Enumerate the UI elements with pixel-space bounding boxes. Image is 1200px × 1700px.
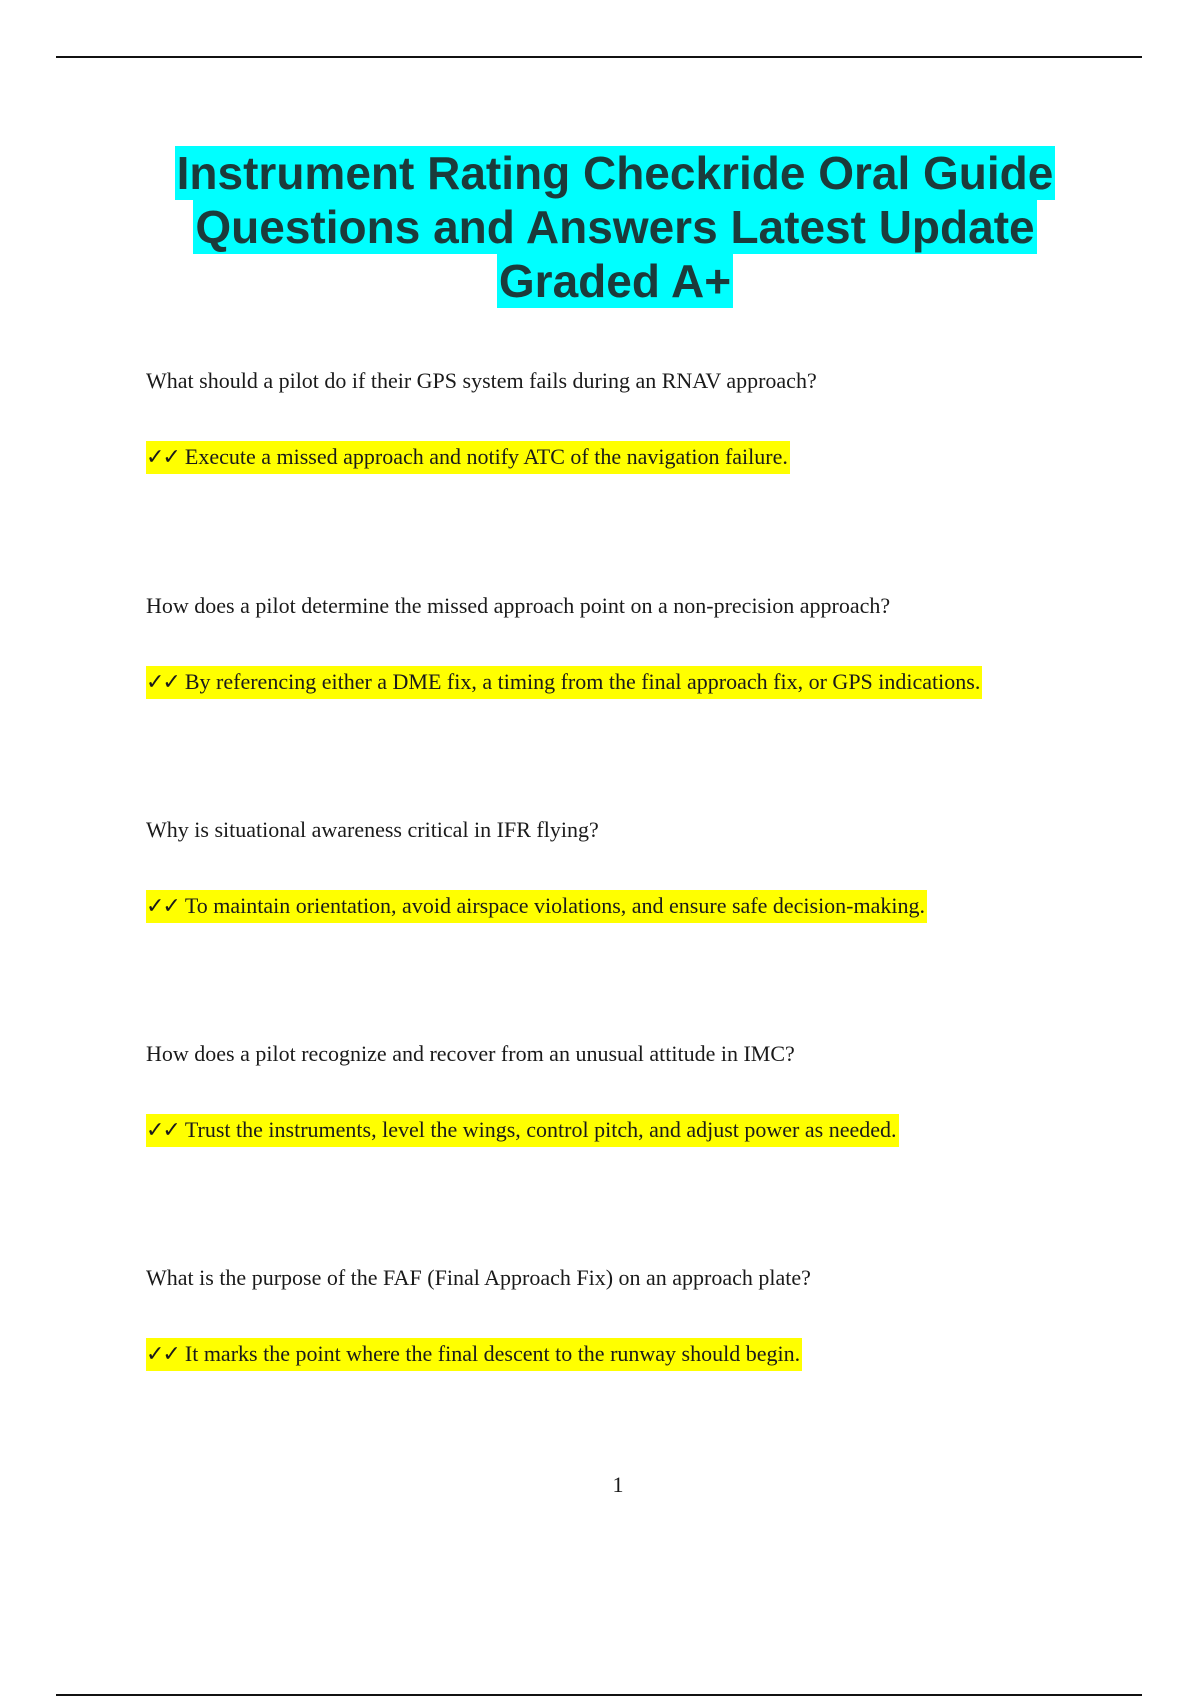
answer-highlight — [146, 890, 927, 923]
check-icon: ✓✓ — [146, 445, 179, 470]
answer-text: Trust the instruments, level the wings, control pitch, and adjust power as needed. — [184, 1117, 897, 1142]
answer-text: It marks the point where the final descent to the runway should begin. — [184, 1341, 801, 1366]
check-icon: ✓✓ — [146, 670, 179, 695]
title-line-3: Graded A+ — [498, 255, 732, 307]
question-text: What is the purpose of the FAF (Final Approach Fix) on an approach plate? — [146, 1265, 811, 1290]
page-number: 1 — [612, 1472, 624, 1497]
answer-highlight — [146, 666, 982, 699]
question-text: How does a pilot recognize and recover from an unusual attitude in IMC? — [146, 1041, 795, 1066]
answer-highlight — [146, 1338, 802, 1371]
question-text: What should a pilot do if their GPS system fails during an RNAV approach? — [146, 368, 817, 393]
title-line-2: Questions and Answers Latest Update — [195, 201, 1035, 253]
answer-text: By referencing either a DME fix, a timing from the final approach fix, or GPS indications. — [184, 669, 981, 694]
qa-item-2 — [146, 591, 1146, 695]
question-text: How does a pilot determine the missed approach point on a non-precision approach? — [146, 593, 891, 618]
qa-item-5 — [146, 1263, 1146, 1367]
check-icon: ✓✓ — [146, 1342, 179, 1367]
answer-highlight — [146, 1114, 899, 1147]
qa-item-1 — [146, 366, 1146, 470]
title-line-1: Instrument Rating Checkride Oral Guide — [176, 147, 1054, 199]
document-title — [100, 146, 1130, 308]
answer-highlight — [146, 441, 790, 474]
header-rule — [56, 56, 1142, 58]
qa-item-4 — [146, 1039, 1146, 1143]
question-text: Why is situational awareness critical in IFR flying? — [146, 817, 599, 842]
qa-item-3 — [146, 815, 1146, 919]
footer-rule — [56, 1694, 1142, 1696]
answer-text: Execute a missed approach and notify ATC of the navigation failure. — [184, 444, 788, 469]
check-icon: ✓✓ — [146, 894, 179, 919]
check-icon: ✓✓ — [146, 1118, 179, 1143]
answer-text: To maintain orientation, avoid airspace violations, and ensure safe decision-making. — [184, 893, 926, 918]
